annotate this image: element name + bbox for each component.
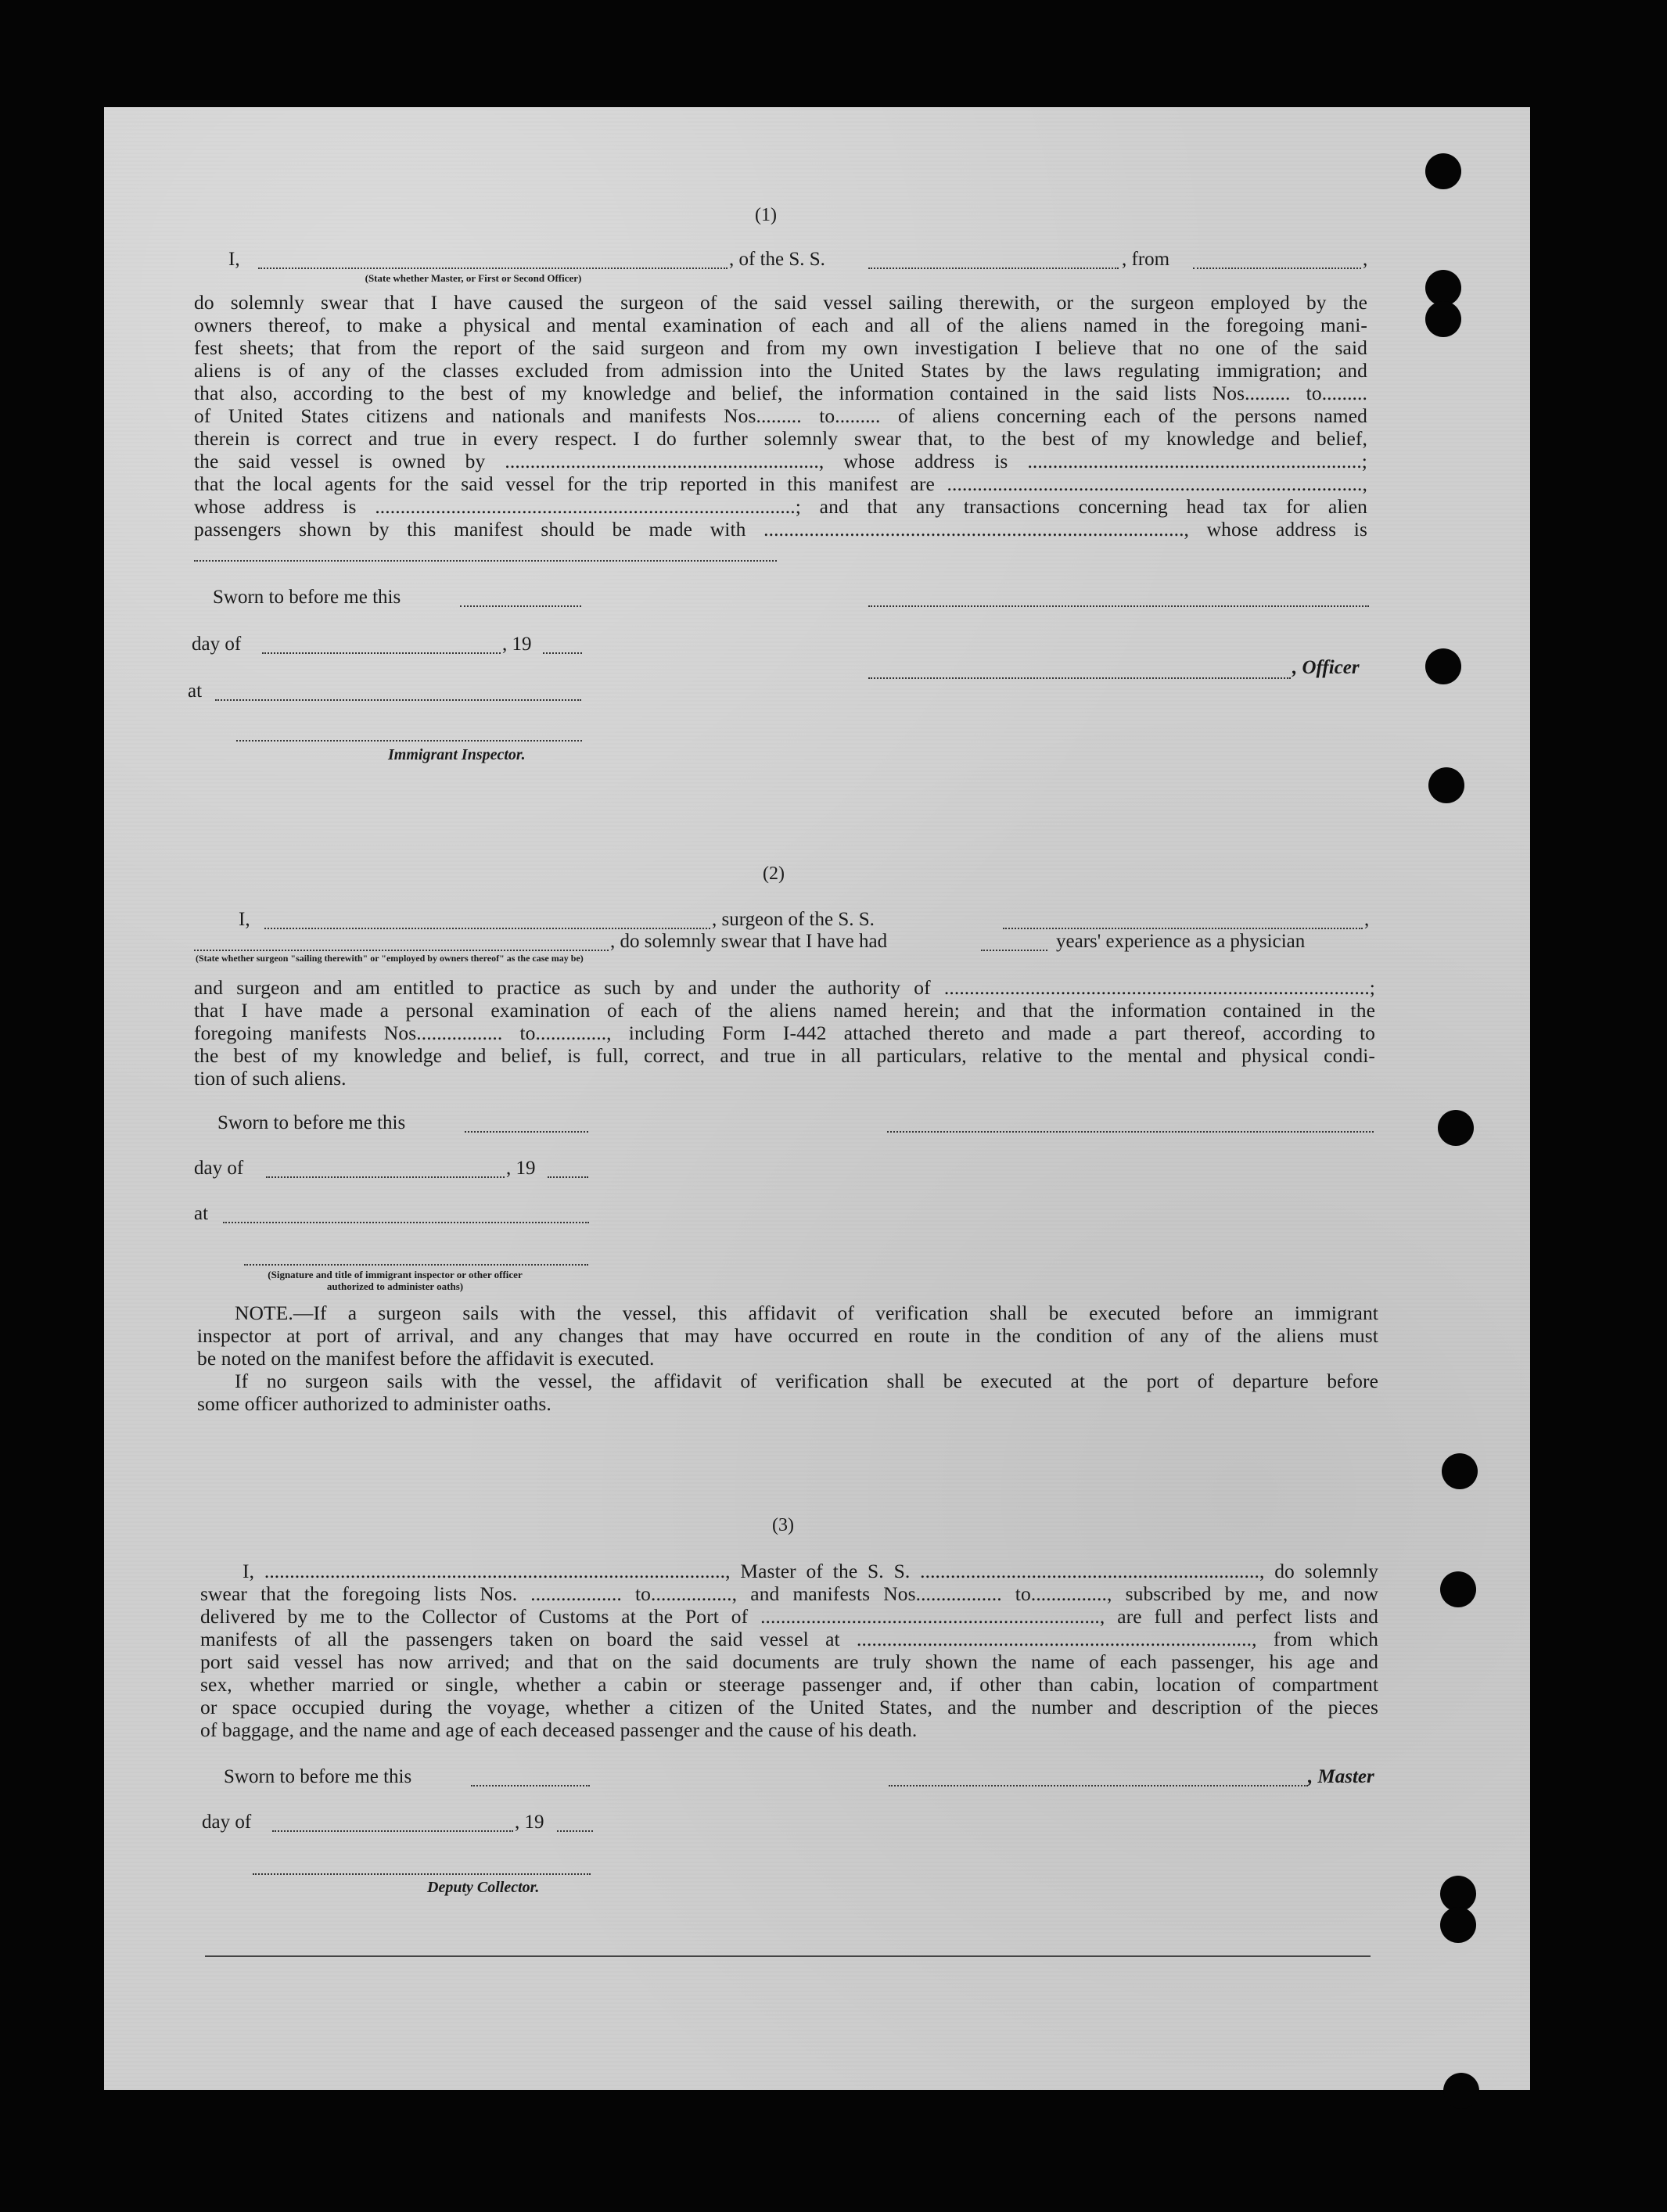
s3-master-sign-field[interactable] bbox=[889, 1785, 1308, 1786]
s3-day-field[interactable] bbox=[272, 1830, 513, 1832]
punch-hole bbox=[1440, 1571, 1476, 1607]
s1-sworn-label: Sworn to before me this bbox=[213, 587, 401, 608]
s1-state-note: (State whether Master, or First or Second Officer) bbox=[365, 272, 582, 284]
s2-signature-field[interactable] bbox=[887, 1131, 1374, 1133]
s3-sworn-label: Sworn to before me this bbox=[224, 1766, 412, 1787]
s1-inspector-label: Immigrant Inspector. bbox=[388, 746, 526, 763]
s2-surgeon-name-field[interactable] bbox=[264, 928, 710, 929]
punch-hole bbox=[1442, 1453, 1478, 1489]
s1-ship-field[interactable] bbox=[868, 268, 1119, 269]
s1-from-field[interactable] bbox=[1193, 268, 1361, 269]
s2-line: tion of such aliens. bbox=[194, 1067, 347, 1090]
s2-note-line: some officer authorized to administer oaths. bbox=[197, 1392, 551, 1415]
s2-swear-label: , do solemnly swear that I have had bbox=[610, 931, 888, 952]
s2-line: and surgeon and am entitled to practice as such by and under the authority of ....................................................................................; bbox=[194, 976, 1375, 999]
s2-year-label: , 19 bbox=[506, 1158, 536, 1179]
s2-i-label: I, bbox=[239, 909, 250, 930]
s2-line: that I have made a personal examination of each of the aliens named herein; and that the information contained in the bbox=[194, 999, 1375, 1022]
s2-day-field[interactable] bbox=[266, 1176, 505, 1178]
s3-line: of baggage, and the name and age of each deceased passenger and the cause of his death. bbox=[200, 1718, 918, 1741]
s1-inspector-sign-field[interactable] bbox=[236, 740, 582, 742]
s1-line: therein is correct and true in every respect. I do further solemnly swear that, to the best of my knowledge and belief, bbox=[194, 427, 1367, 450]
s1-line: that the local agents for the said vessel for the trip reported in this manifest are .................................................................................., bbox=[194, 472, 1367, 495]
s3-line: or space occupied during the voyage, whether a citizen of the United States, and the number and description of the pieces bbox=[200, 1696, 1378, 1718]
s2-note-line: If no surgeon sails with the vessel, the affidavit of verification shall be executed at the port of departure before bbox=[235, 1370, 1378, 1392]
s3-line: manifests of all the passengers taken on board the said vessel at .............................................................................., from which bbox=[200, 1628, 1378, 1650]
s3-deputy-sign-field[interactable] bbox=[253, 1873, 591, 1875]
s2-note-line: inspector at port of arrival, and any changes that may have occurred en route in the condition of any of the aliens must bbox=[197, 1324, 1378, 1347]
s1-line: the said vessel is owned by .............................................................., whose address is ..................................................................; bbox=[194, 450, 1367, 472]
s1-year-label: , 19 bbox=[502, 634, 532, 655]
s2-state-field[interactable] bbox=[194, 950, 609, 951]
s3-master-label: , Master bbox=[1308, 1766, 1374, 1787]
s2-sworn-label: Sworn to before me this bbox=[217, 1112, 406, 1133]
s1-year-field[interactable] bbox=[543, 652, 582, 654]
punch-hole bbox=[1425, 153, 1461, 189]
s2-years-field[interactable] bbox=[981, 950, 1047, 951]
punch-hole bbox=[1440, 1907, 1476, 1943]
s1-at-field[interactable] bbox=[215, 699, 581, 701]
s1-officer-sign-field[interactable] bbox=[868, 677, 1291, 679]
s3-line: sex, whether married or single, whether a cabin or steerage passenger and, if other than cabin, location of compartment bbox=[200, 1673, 1378, 1696]
section-1-number: (1) bbox=[755, 205, 777, 225]
s1-line: of United States citizens and nationals and manifests Nos......... to......... of aliens concerning each of the persons named bbox=[194, 404, 1367, 427]
s1-at-label: at bbox=[188, 680, 203, 702]
s2-day-of-label: day of bbox=[194, 1158, 244, 1179]
s1-day-field[interactable] bbox=[262, 652, 501, 654]
s1-address-field[interactable] bbox=[194, 560, 777, 562]
s1-line: fest sheets; that from the report of the said surgeon and from my own investigation I believe that no one of the said bbox=[194, 336, 1367, 359]
s3-sworn-date-field[interactable] bbox=[471, 1785, 590, 1786]
s3-line: port said vessel has now arrived; and that on the said documents are truly shown the name of each passenger, his age and bbox=[200, 1650, 1378, 1673]
s2-at-field[interactable] bbox=[223, 1222, 589, 1223]
s2-inspector-sign-field[interactable] bbox=[244, 1264, 588, 1266]
s1-of-ss-label: , of the S. S. bbox=[729, 249, 825, 270]
s1-line: that also, according to the best of my knowledge and belief, the information contained in the said lists Nos......... to......... bbox=[194, 382, 1367, 404]
punch-hole bbox=[1428, 767, 1464, 803]
s1-from-label: , from bbox=[1122, 249, 1170, 270]
s3-deputy-label: Deputy Collector. bbox=[427, 1879, 540, 1896]
s1-line: whose address is ...................................................................................; and that any transactions concerning head tax for alien bbox=[194, 495, 1367, 518]
s1-line: owners thereof, to make a physical and mental examination of each and all of the aliens named in the foregoing mani- bbox=[194, 314, 1367, 336]
s2-sworn-date-field[interactable] bbox=[465, 1131, 588, 1133]
punch-hole bbox=[1425, 301, 1461, 337]
punch-hole bbox=[1443, 2073, 1479, 2109]
s1-line: do solemnly swear that I have caused the surgeon of the said vessel sailing therewith, or the surgeon employed by the bbox=[194, 291, 1367, 314]
s2-year-field[interactable] bbox=[548, 1176, 588, 1178]
s1-line: aliens is of any of the classes excluded from admission into the United States by the laws regulating immigration; and bbox=[194, 359, 1367, 382]
s3-day-of-label: day of bbox=[202, 1812, 252, 1833]
section-2-number: (2) bbox=[763, 864, 785, 884]
section-3-number: (3) bbox=[772, 1515, 794, 1535]
s3-line: I, ..........................................................................................., Master of the S. S. ..................................................................., do solemnly bbox=[243, 1560, 1378, 1582]
s1-sworn-date-field[interactable] bbox=[460, 605, 581, 607]
s1-comma: , bbox=[1363, 249, 1368, 270]
s2-line: the best of my knowledge and belief, is full, correct, and true in all particulars, relative to the mental and physical condi- bbox=[194, 1044, 1375, 1067]
s3-line: swear that the foregoing lists Nos. .................. to................, and manifests Nos................. to..............., subscribed by me, and now bbox=[200, 1582, 1378, 1605]
punch-hole bbox=[1438, 1110, 1474, 1146]
s3-year-field[interactable] bbox=[557, 1830, 593, 1832]
s1-officer-label: , Officer bbox=[1292, 657, 1360, 678]
s2-sig-note: (Signature and title of immigrant inspector or other officer authorized to administer oaths) bbox=[268, 1269, 523, 1292]
s2-state-note: (State whether surgeon "sailing therewith" or "employed by owners thereof" as the case may be) bbox=[196, 953, 584, 964]
s2-ship-field[interactable] bbox=[1003, 928, 1363, 929]
s1-day-of-label: day of bbox=[192, 634, 242, 655]
s2-surgeon-label: , surgeon of the S. S. bbox=[712, 909, 875, 930]
s2-at-label: at bbox=[194, 1203, 209, 1224]
s2-comma: , bbox=[1364, 909, 1370, 930]
bottom-rule bbox=[205, 1955, 1371, 1957]
s3-year-label: , 19 bbox=[515, 1812, 544, 1833]
s1-line: passengers shown by this manifest should be made with ..................................................................................., whose address is bbox=[194, 518, 1367, 540]
punch-hole bbox=[1425, 648, 1461, 684]
s3-line: delivered by me to the Collector of Customs at the Port of ..................................................................., are full and perfect lists and bbox=[200, 1605, 1378, 1628]
s2-years-label: years' experience as a physician bbox=[1056, 931, 1306, 952]
s2-note-line: NOTE.—If a surgeon sails with the vessel, this affidavit of verification shall be executed before an immigrant bbox=[235, 1302, 1378, 1324]
s1-signature-field[interactable] bbox=[868, 605, 1369, 607]
s2-note-line: be noted on the manifest before the affidavit is executed. bbox=[197, 1347, 655, 1370]
s1-officer-field[interactable] bbox=[258, 268, 728, 269]
s2-line: foregoing manifests Nos................. to.............., including Form I-442 attached thereto and made a part thereof, according to bbox=[194, 1022, 1375, 1044]
s1-i-label: I, bbox=[228, 249, 240, 270]
